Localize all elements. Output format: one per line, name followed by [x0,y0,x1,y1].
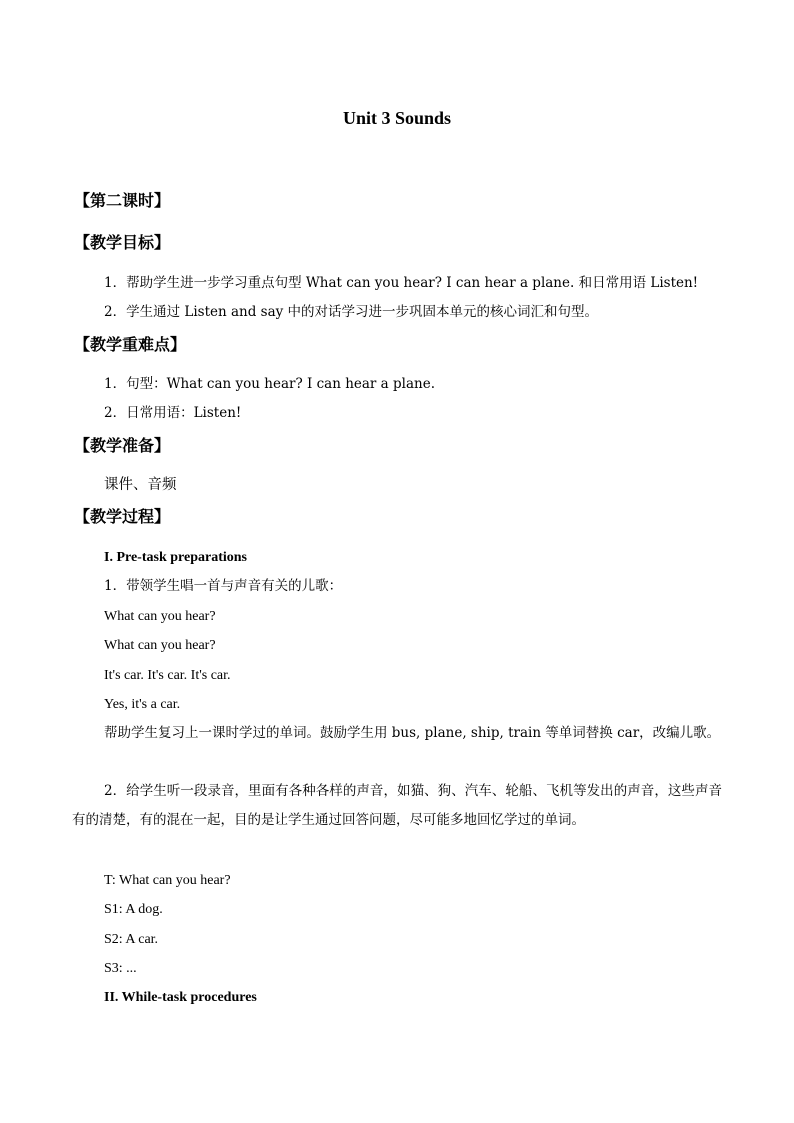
preparation-heading: 【教学准备】 [74,436,171,455]
dialogue-line: S1: A dog. [104,902,163,917]
objective-item: 2．学生通过 Listen and say 中的对话学习进一步巩固本单元的核心词汇和句型。 [104,304,599,320]
song-line: What can you hear? [104,638,216,653]
song-line: What can you hear? [104,609,216,624]
key-point-item: 1．句型：What can you hear? I can hear a plane. [104,376,435,392]
process-heading: 【教学过程】 [74,507,171,526]
step1-intro: 1．带领学生唱一首与声音有关的儿歌： [104,578,343,594]
song-line: Yes, it's a car. [104,697,181,712]
section-title-while-task: II. While-task procedures [104,990,257,1005]
key-point-item: 2．日常用语：Listen! [104,405,242,421]
step1-paragraph: 帮助学生复习上一课时学过的单词。鼓励学生用 bus, plane, ship, train 等单词替换 car，改编儿歌。 [104,725,721,741]
dialogue-line: S3: ... [104,961,137,976]
dialogue-line: S2: A car. [104,932,159,947]
section-title-pre-task: I. Pre-task preparations [104,550,247,565]
lesson-heading: 【第二课时】 [74,191,171,210]
objectives-heading: 【教学目标】 [74,233,171,252]
song-line: It's car. It's car. It's car. [104,668,231,683]
preparation-text: 课件、音频 [104,477,177,493]
step2-paragraph: 2．给学生听一段录音，里面有各种各样的声音，如猫、狗、汽车、轮船、飞机等发出的声音，这些声音有的清楚，有的混在一起，目的是让学生通过回答问题，尽可能多地回忆学过的单词。 [72,783,722,828]
dialogue-line: T: What can you hear? [104,873,231,888]
objective-item: 1．帮助学生进一步学习重点句型 What can you hear? I can hear a plane. 和日常用语 Listen! [104,275,699,291]
document-title: Unit 3 Sounds [342,108,452,128]
key-points-heading: 【教学重难点】 [74,335,187,354]
